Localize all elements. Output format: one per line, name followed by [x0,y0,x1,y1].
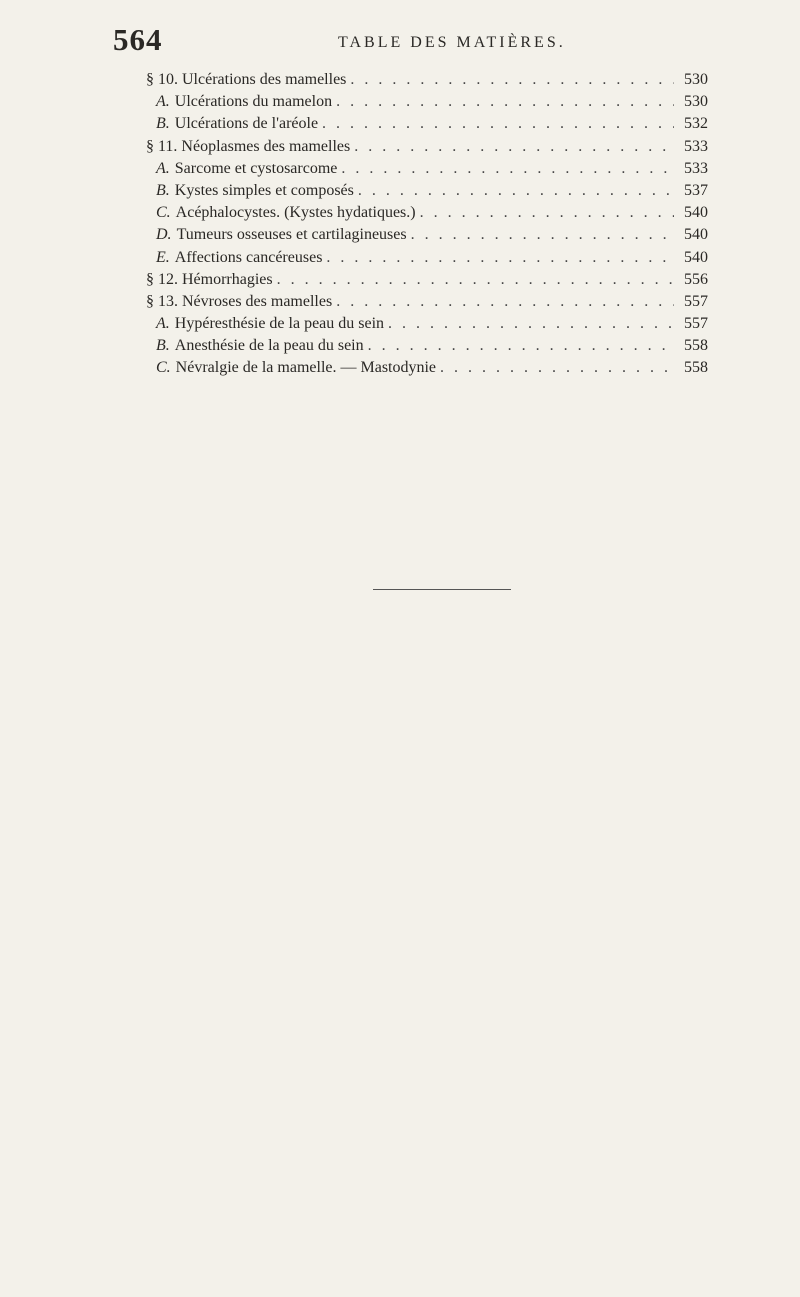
dot-leader [368,335,674,357]
toc-entry [146,136,708,158]
section-marker: § 10. [146,71,178,88]
entry-title: Tumeurs osseuses et cartilagineuses [176,226,407,244]
entry-title: Névralgie de la mamelle. — Mastodynie [175,359,437,377]
dot-leader [388,313,674,335]
dot-leader [350,69,674,91]
dot-leader [277,269,674,291]
subsection-letter: C. [156,204,171,222]
subsection-letter: E. [156,248,170,266]
toc-entry [146,224,708,246]
entry-page-number: 540 [684,226,708,244]
section-marker: § 12. [146,270,178,288]
toc-entry [146,202,708,224]
entry-page-number: 540 [684,248,708,266]
entry-title: Anesthésie de la peau du sein [174,337,364,355]
entry-title: Hypéresthésie de la peau du sein [174,315,385,333]
toc-entry [146,91,708,113]
section-marker: § 13. [146,292,178,310]
dot-leader [326,247,674,269]
subsection-letter: A. [156,159,170,177]
dot-leader [341,158,674,180]
dot-leader [336,291,674,313]
dot-leader [420,202,674,224]
running-title: TABLE DES MATIÈRES. [338,34,566,51]
entry-title: Ulcérations du mamelon [174,93,333,111]
subsection-letter: B. [156,337,170,355]
entry-title: Kystes simples et composés [174,181,354,199]
dot-leader [411,224,674,246]
page-header [0,22,800,56]
dot-leader [354,136,674,158]
toc-entry [146,313,708,335]
subsection-letter: A. [156,315,170,333]
dot-leader [336,91,674,113]
toc-entry [146,291,708,313]
entry-page-number: 532 [684,115,708,133]
subsection-letter: C. [156,359,171,377]
subsection-letter: B. [156,181,170,199]
entry-title: Néoplasmes des mamelles [181,137,351,155]
entry-page-number: 537 [684,181,708,199]
entry-title: Ulcérations des mamelles [182,71,347,88]
entry-title: Acéphalocystes. (Kystes hydatiques.) [175,204,416,222]
entry-page-number: 556 [684,270,708,288]
entry-page-number: 533 [684,159,708,177]
entry-page-number: 558 [684,359,708,377]
entry-page-number: 557 [684,315,708,333]
toc-entry [146,113,708,135]
dot-leader [440,357,674,379]
subsection-letter: D. [156,226,172,244]
entry-page-number: 530 [684,71,708,88]
entry-title: Hémorrhagies [182,270,273,288]
entry-page-number: 540 [684,204,708,222]
table-of-contents [146,69,708,380]
toc-entry [146,269,708,291]
end-rule [373,589,511,590]
toc-entry [146,158,708,180]
toc-entry [146,357,708,379]
entry-title: Affections cancéreuses [174,248,323,266]
section-marker: § 11. [146,137,178,155]
dot-leader [322,113,674,135]
entry-page-number: 557 [684,292,708,310]
toc-entry [146,69,708,91]
subsection-letter: B. [156,115,170,133]
entry-page-number: 558 [684,337,708,355]
entry-title: Névroses des mamelles [182,292,333,310]
toc-entry [146,335,708,357]
toc-entry [146,247,708,269]
page-number: 564 [113,22,163,57]
toc-entry [146,180,708,202]
entry-page-number: 533 [684,137,708,155]
dot-leader [358,180,674,202]
entry-title: Sarcome et cystosarcome [174,159,338,177]
subsection-letter: A. [156,93,170,111]
entry-page-number: 530 [684,93,708,111]
entry-title: Ulcérations de l'aréole [174,115,319,133]
